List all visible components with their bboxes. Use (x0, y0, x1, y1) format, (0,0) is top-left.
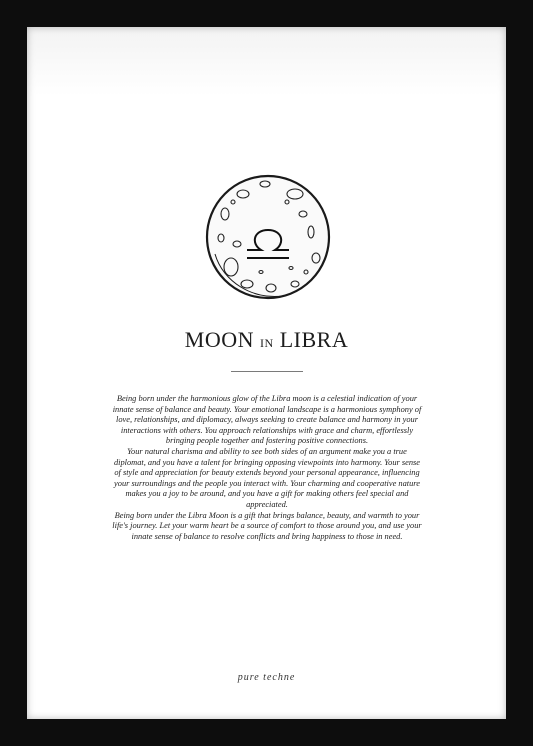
paragraph: Being born under the Libra Moon is a gift that brings balance, beauty, and warmth to your life's journey. Let your warm heart be a source of comfort to those around you, and use your innate sense of balance to resolve conflicts and bring happiness to those in need. (112, 510, 422, 541)
title-divider (231, 371, 303, 372)
paragraph: Your natural charisma and ability to see both sides of an argument make you a true diplomat, and you have a talent for bringing opposing viewpoints into harmony. Your sense of style and appreciation for beauty extends beyond your personal appearance, influencing your surroundings and the people you interact with. Your charming and cooperative nature makes you a joy to be around, and you have a gift for making others feel special and appreciated. (113, 446, 421, 509)
description-text (111, 394, 423, 542)
title-connector: IN (260, 336, 274, 350)
moon-illustration (203, 172, 333, 302)
paragraph: Being born under the harmonious glow of the Libra moon is a celestial indication of your innate sense of balance and beauty. Your emotional landscape is a harmonious symphony of love, relationships, and diplomacy, always seeking to create balance and harmony in your interactions with others. You approach relationships with grace and charm, effortlessly bringing people together and fostering positive connections. (112, 394, 422, 446)
page-title (27, 327, 506, 353)
title-main: MOON (184, 327, 255, 352)
title-sign: LIBRA (279, 327, 349, 352)
poster (27, 27, 506, 719)
brand-signature: pure techne (237, 672, 296, 683)
